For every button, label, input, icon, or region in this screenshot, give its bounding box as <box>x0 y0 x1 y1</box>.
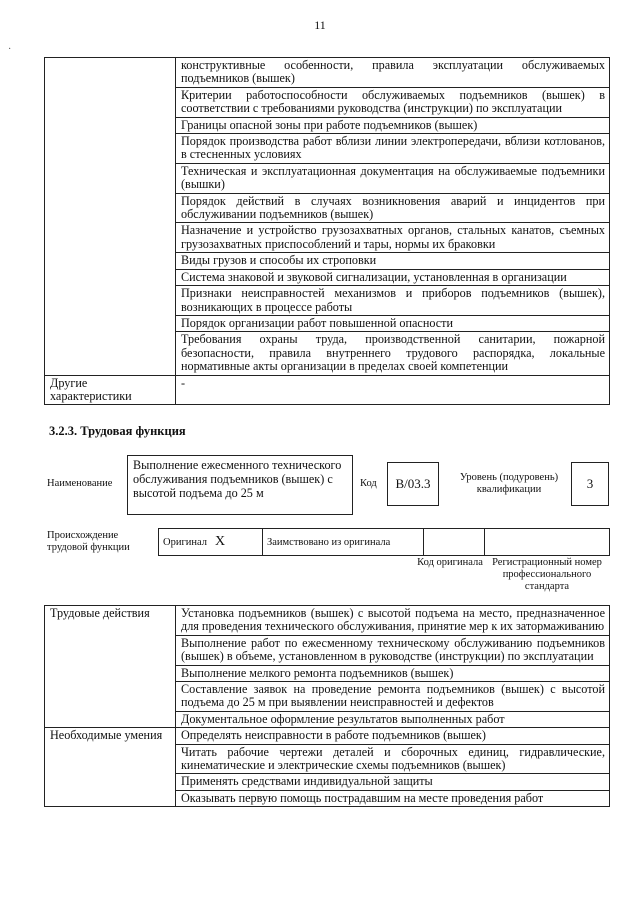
scan-mark: · <box>8 44 12 55</box>
knowledge-table-continued <box>44 57 610 405</box>
knowledge-row: Виды грузов и способы их строповки <box>176 253 610 269</box>
section-heading: 3.2.3. Трудовая функция <box>49 424 186 438</box>
knowledge-row: Требования охраны труда, производственной санитарии, пожарной безопасности, правила внутреннего трудового распорядка, локальные нормативные акты организации в пределах своей компетенции <box>176 332 610 375</box>
other-characteristics-label: Другие характеристики <box>45 375 176 405</box>
origin-code-cell <box>424 529 485 556</box>
origin-borrowed-cell: Заимствовано из оригинала <box>263 529 424 556</box>
level-value-box: 3 <box>571 462 609 506</box>
actions-label: Трудовые действия <box>45 606 176 728</box>
action-row: Составление заявок на проведение ремонта подъемников (вышек) с высотой подъема до 25 м при выявлении неисправностей и дефектов <box>176 682 610 712</box>
skill-row: Читать рабочие чертежи деталей и сборочных единиц, гидравлические, кинематические и электрические схемы подъемников (вышек) <box>176 744 610 774</box>
origin-regnum-cell <box>485 529 610 556</box>
caption-regnum: Регистрационный номер профессионального стандарта <box>492 557 602 592</box>
action-row: Установка подъемников (вышек) с высотой подъема на место, предназначенное для проведения технического обслуживания, принятие мер к их затормаживанию <box>176 606 610 636</box>
origin-table <box>158 528 610 556</box>
action-row: Выполнение мелкого ремонта подъемников (вышек) <box>176 665 610 681</box>
origin-label: Происхождение трудовой функции <box>47 530 130 553</box>
knowledge-row: Порядок производства работ вблизи линии электропередачи, вблизи котлованов, в стесненных условиях <box>176 134 610 164</box>
action-row: Документальное оформление результатов выполненных работ <box>176 711 610 727</box>
origin-mark: X <box>215 534 226 549</box>
code-value-box: B/03.3 <box>387 462 439 506</box>
knowledge-row: Порядок организации работ повышенной опасности <box>176 315 610 331</box>
caption-original-code: Код оригинала <box>417 557 483 568</box>
level-label: Уровень (подуровень) квалификации <box>459 472 559 495</box>
knowledge-row: Назначение и устройство грузозахватных органов, стальных канатов, съемных грузозахватных приспособлений и тары, нормы их браковки <box>176 223 610 253</box>
name-label: Наименование <box>47 478 113 489</box>
skill-row: Определять неисправности в работе подъемников (вышек) <box>176 728 610 744</box>
origin-original-cell <box>159 529 263 556</box>
skill-row: Оказывать первую помощь пострадавшим на месте проведения работ <box>176 790 610 806</box>
action-row: Выполнение работ по ежесменному техническому обслуживанию подъемников (вышек) в объеме, установленном в руководстве (инструкции) по эксплуатации <box>176 635 610 665</box>
page-number: 11 <box>314 18 326 32</box>
knowledge-row: конструктивные особенности, правила эксплуатации обслуживаемых подъемников (вышек) <box>176 58 610 88</box>
other-characteristics-value: - <box>176 375 610 405</box>
knowledge-row: Критерии работоспособности обслуживаемых подъемников (вышек) в соответствии с требованиями руководства (инструкции) по эксплуатации <box>176 87 610 117</box>
labor-table <box>44 605 610 807</box>
skills-label: Необходимые умения <box>45 728 176 807</box>
function-name-box: Выполнение ежесменного технического обслуживания подъемников (вышек) с высотой подъема до 25 м <box>127 455 353 515</box>
knowledge-row: Система знаковой и звуковой сигнализации, установленная в организации <box>176 269 610 285</box>
code-label: Код <box>360 478 377 489</box>
skill-row: Применять средствами индивидуальной защиты <box>176 774 610 790</box>
origin-original-label: Оригинал <box>163 537 207 548</box>
knowledge-row: Порядок действий в случаях возникновения аварий и инцидентов при обслуживании подъемников (вышек) <box>176 193 610 223</box>
knowledge-row: Границы опасной зоны при работе подъемников (вышек) <box>176 117 610 133</box>
knowledge-row: Признаки неисправностей механизмов и приборов подъемников (вышек), возникающих в процессе работы <box>176 286 610 316</box>
knowledge-row: Техническая и эксплуатационная документация на обслуживаемые подъемники (вышки) <box>176 163 610 193</box>
knowledge-label-cell <box>45 58 176 376</box>
